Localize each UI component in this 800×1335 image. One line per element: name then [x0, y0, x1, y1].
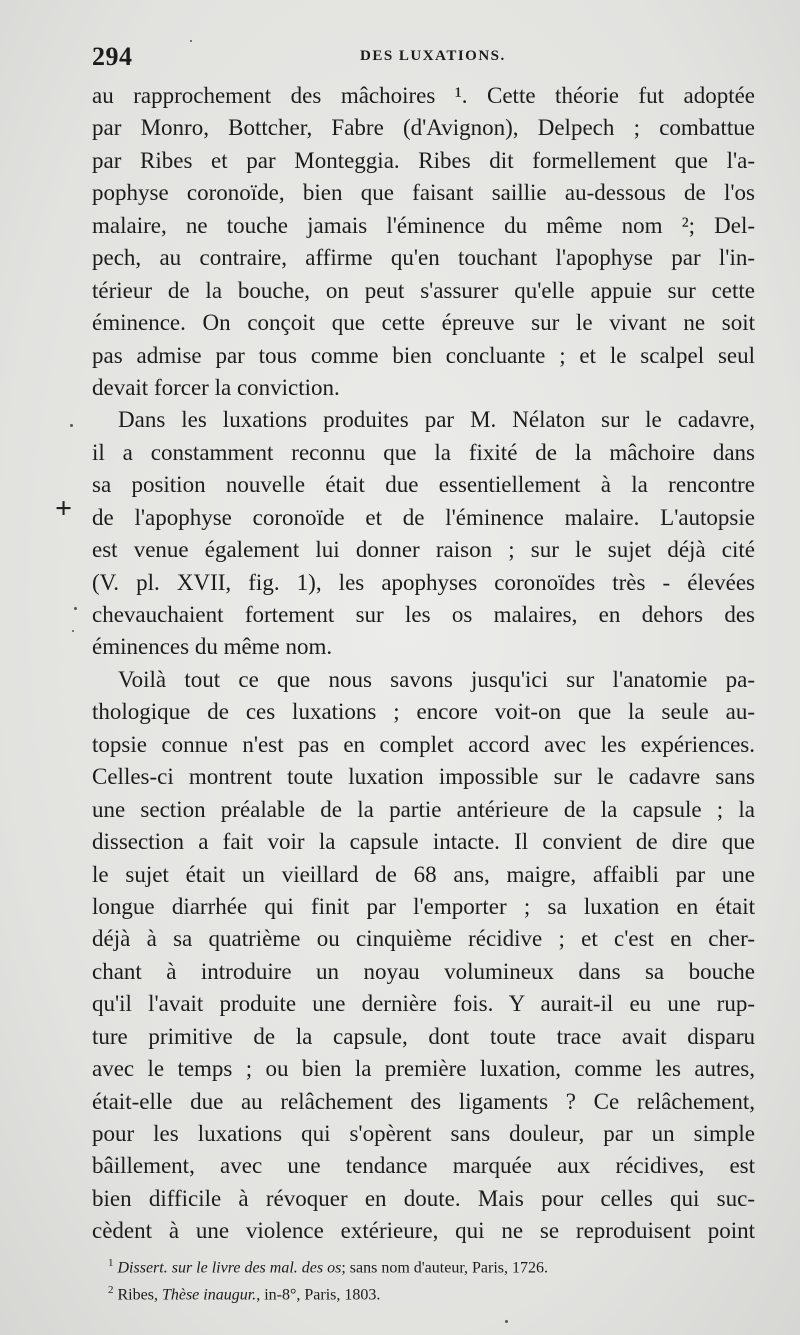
running-title: DES LUXATIONS.: [360, 48, 506, 64]
text-line: bien difficile à révoquer en doute. Mais pour celles qui suc-: [92, 1185, 755, 1211]
text-line: dissection a fait voir la capsule intacte. Il convient de dire que: [92, 829, 755, 855]
scan-speck: [505, 1320, 508, 1323]
page-number: 294: [92, 42, 133, 71]
text-line: le sujet était un vieillard de 68 ans, maigre, affaibli par une: [92, 861, 755, 887]
footnote-text: , in-8°, Paris, 1803.: [256, 1286, 381, 1304]
scan-speck: [70, 424, 73, 427]
paragraph-2: [92, 404, 755, 664]
text-line: thologique de ces luxations ; encore voit-on que la seule au-: [92, 699, 755, 725]
text-line: au rapprochement des mâchoires ¹. Cette théorie fut adoptée: [92, 83, 755, 108]
footnotes: [108, 1252, 728, 1307]
text-line: qu'il l'avait produite une dernière fois. Y aurait-il eu une rup-: [92, 991, 755, 1017]
scan-speck: [190, 40, 192, 42]
text-line: chevauchaient fortement sur les os malaires, en dehors des: [92, 602, 755, 627]
footnote-title: Thèse inaugur.: [161, 1286, 257, 1304]
text-line: Dans les luxations produites par M. Nélaton sur le cadavre,: [118, 407, 755, 433]
text-line: est venue également lui donner raison ; sur le sujet déjà cité: [92, 537, 755, 563]
footnote-number: 2: [108, 1284, 114, 1297]
body-text: [92, 80, 755, 1248]
text-line: Voilà tout ce que nous savons jusqu'ici sur l'anatomie pa-: [118, 666, 755, 692]
text-line: pophyse coronoïde, bien que faisant saillie au-dessous de l'os: [92, 180, 755, 206]
text-line: pas admise par tous comme bien concluante ; et le scalpel seul: [92, 342, 755, 368]
text-line: longue diarrhée qui finit par l'emporter ; sa luxation en était: [92, 893, 755, 919]
text-line: il a constamment reconnu que la fixité de la mâchoire dans: [92, 439, 755, 465]
text-line: cèdent à une violence extérieure, qui ne se reproduisent point: [92, 1218, 755, 1244]
text-line: topsie connue n'est pas en complet accord avec les expériences.: [92, 731, 755, 757]
text-line: avec le temps ; ou bien la première luxation, comme les autres,: [92, 1056, 755, 1082]
text-line: chant à introduire un noyau volumineux dans sa bouche: [92, 958, 755, 984]
scan-speck: [74, 607, 77, 610]
text-line: bâillement, avec une tendance marquée aux récidives, est: [92, 1153, 755, 1179]
text-line: déjà à sa quatrième ou cinquième récidive ; et c'est en cher-: [92, 926, 755, 952]
scan-speck: [72, 630, 74, 632]
text-line: Celles-ci montrent toute luxation impossible sur le cadavre sans: [92, 764, 755, 790]
text-line: pour les luxations qui s'opèrent sans douleur, par un simple: [92, 1121, 755, 1146]
footnote-title: Dissert. sur le livre des mal. des os: [117, 1259, 342, 1277]
text-line: éminence. On conçoit que cette épreuve sur le vivant ne soit: [92, 310, 755, 336]
text-line: une section préalable de la partie antérieure de la capsule ; la: [92, 796, 755, 822]
text-line: par Ribes et par Monteggia. Ribes dit formellement que l'a-: [92, 147, 755, 173]
text-line: térieur de la bouche, on peut s'assurer qu'elle appuie sur cette: [92, 277, 755, 303]
footnote-number: 1: [108, 1257, 114, 1269]
text-line: de l'apophyse coronoïde et de l'éminence malaire. L'autopsie: [92, 504, 755, 530]
text-line: devait forcer la conviction.: [92, 374, 340, 400]
footnote-author: Ribes,: [117, 1286, 162, 1304]
text-line: ture primitive de la capsule, dont toute trace avait disparu: [92, 1023, 755, 1049]
text-line: malaire, ne touche jamais l'éminence du même nom ²; Del-: [92, 212, 755, 238]
text-line: pech, au contraire, affirme qu'en touchant l'apophyse par l'in-: [92, 245, 755, 271]
footnote-text: ; sans nom d'auteur, Paris, 1726.: [341, 1259, 549, 1277]
text-line: (V. pl. XVII, fig. 1), les apophyses coronoïdes très - élevées: [92, 569, 755, 595]
text-line: sa position nouvelle était due essentiellement à la rencontre: [92, 472, 755, 498]
footnote-1: [108, 1252, 728, 1279]
paragraph-1: [92, 80, 755, 404]
page-header: [92, 40, 754, 80]
text-line: par Monro, Bottcher, Fabre (d'Avignon), Delpech ; combattue: [92, 115, 755, 141]
paragraph-3: [92, 664, 755, 1248]
margin-plus-mark: +: [55, 492, 73, 525]
text-line: éminences du même nom.: [92, 634, 333, 660]
footnote-2: [108, 1279, 728, 1306]
text-line: était-elle due au relâchement des ligaments ? Ce relâchement,: [92, 1088, 755, 1114]
